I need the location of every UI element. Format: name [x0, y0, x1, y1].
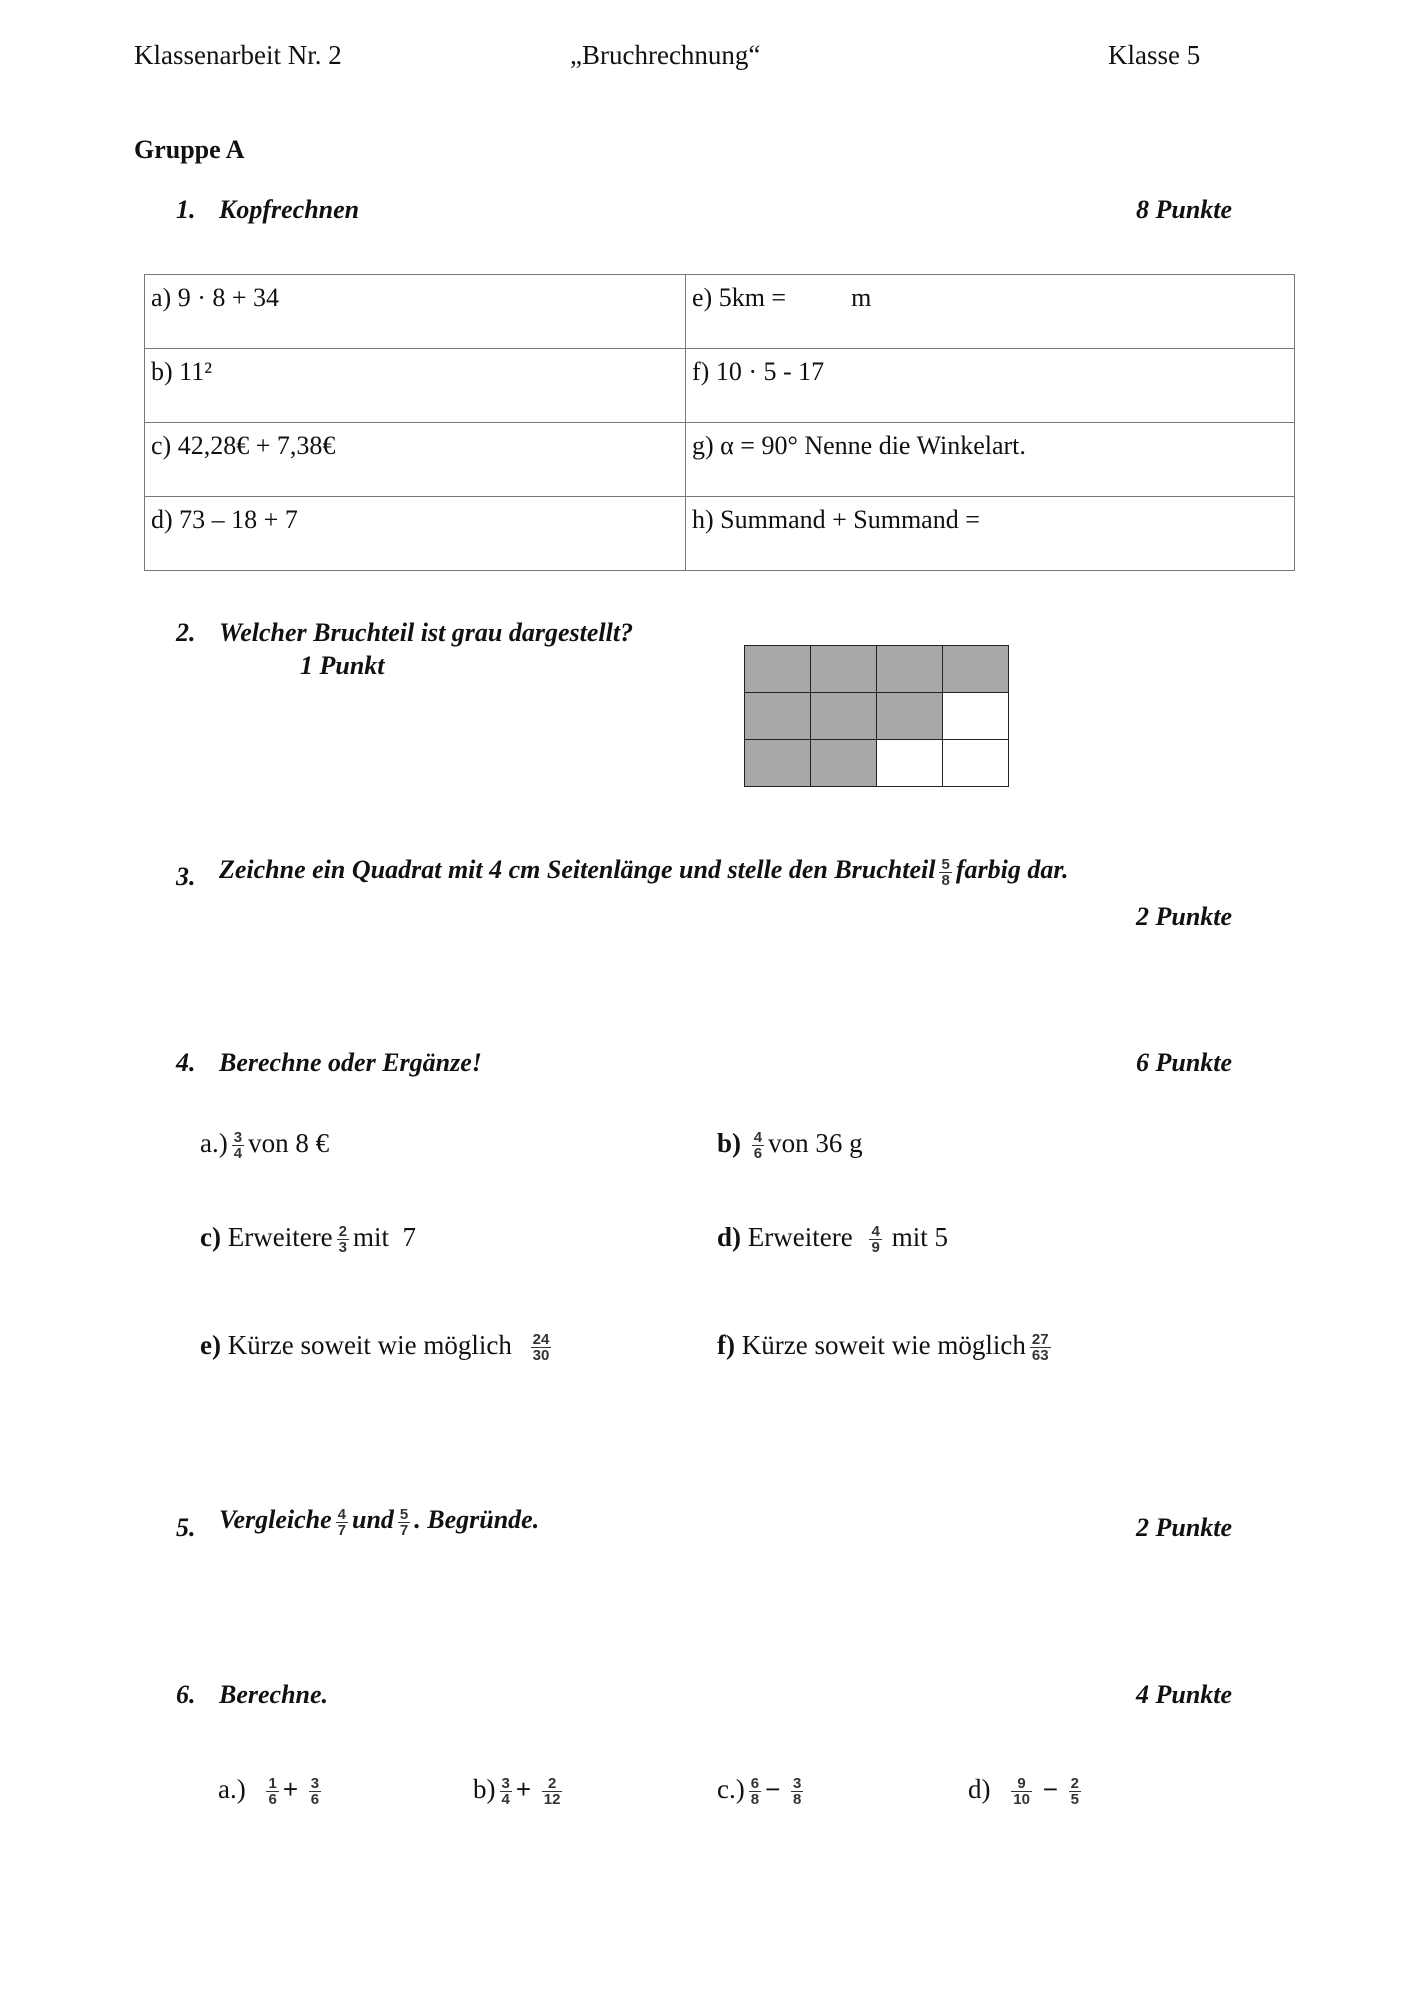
task1-title: Kopfrechnen [219, 195, 360, 224]
grid-cell-gray [943, 646, 1009, 693]
fraction: $\frac{6}{8}$ [750, 1775, 760, 1809]
item-label: b) [473, 1774, 496, 1804]
task2-number: 2. [176, 618, 196, 647]
grid-cell-white [943, 740, 1009, 787]
item-label: a.) [218, 1774, 246, 1804]
task3-title [219, 855, 1069, 888]
fraction-grid [744, 645, 1009, 787]
fraction: $\frac{5}{7}$ [399, 1505, 409, 1539]
grid-cell-gray [877, 646, 943, 693]
item-text: Erweitere [747, 1222, 853, 1252]
table-cell: a) 9 · 8 + 34 [145, 275, 686, 349]
header-right: Klasse 5 [1108, 40, 1201, 70]
kopfrechnen-table [144, 274, 1295, 571]
task6-item-d [968, 1774, 1085, 1807]
fraction: $\frac{4}{9}$ [871, 1223, 880, 1257]
table-cell: e) 5km = m [686, 275, 1295, 349]
fraction: $\frac{3}{4}$ [501, 1775, 510, 1809]
item-label: e) [200, 1330, 221, 1360]
fraction: $\frac{9}{10}$ [1013, 1775, 1030, 1809]
task6-item-b [473, 1774, 566, 1807]
table-cell: f) 10 · 5 - 17 [686, 349, 1295, 423]
item-text: Kürze soweit wie möglich [741, 1330, 1026, 1360]
table-row [145, 275, 1295, 349]
task3-text-after: farbig dar. [955, 855, 1069, 884]
task4-points: 6 Punkte [1136, 1048, 1233, 1077]
task6-item-c [717, 1774, 807, 1807]
item-text: mit 7 [353, 1222, 417, 1252]
group-label: Gruppe A [134, 135, 245, 164]
operator: + [515, 1774, 532, 1804]
task4-item-d [717, 1222, 948, 1255]
table-row [145, 497, 1295, 571]
table-row [145, 349, 1295, 423]
grid-cell-gray [877, 693, 943, 740]
header-left: Klassenarbeit Nr. 2 [134, 40, 342, 70]
grid-cell-gray [811, 693, 877, 740]
grid-cell-white [877, 740, 943, 787]
task4-item-e [200, 1330, 555, 1363]
operator: + [282, 1774, 299, 1804]
task4-number: 4. [176, 1048, 196, 1077]
grid-cell-gray [745, 693, 811, 740]
fraction: $\frac{2}{5}$ [1070, 1775, 1079, 1809]
item-label: d) [717, 1222, 742, 1252]
task2-title: Welcher Bruchteil ist grau dargestellt? [219, 618, 634, 647]
item-text: mit 5 [891, 1222, 949, 1252]
table-cell: g) α = 90° Nenne die Winkelart. [686, 423, 1295, 497]
task5-title: Vergleiche $\frac{4}{7}$ und $\frac{5}{7}$ . Begründe. [219, 1505, 540, 1539]
operator: − [1042, 1774, 1058, 1804]
grid-cell-gray [745, 740, 811, 787]
grid-cell-gray [811, 646, 877, 693]
table-cell: h) Summand + Summand = [686, 497, 1295, 571]
task4-item-f [717, 1330, 1055, 1363]
task4-title: Berechne oder Ergänze! [219, 1048, 482, 1077]
item-label: f) [717, 1330, 735, 1360]
task6-points: 4 Punkte [1136, 1680, 1233, 1709]
task3-text-before: Zeichne ein Quadrat mit 4 cm Seitenlänge und stelle den Bruchteil [219, 855, 936, 884]
item-text: von 8 € [248, 1128, 330, 1158]
item-label: c.) [717, 1774, 745, 1804]
task4-item-b [717, 1128, 863, 1161]
item-text: Erweitere [227, 1222, 333, 1252]
fraction: $\frac{24}{30}$ [532, 1331, 550, 1365]
grid-cell-gray [811, 740, 877, 787]
task4-item-c [200, 1222, 416, 1255]
task4-item-a [200, 1128, 329, 1161]
item-label: d) [968, 1774, 991, 1804]
fraction: $\frac{5}{8}$ [941, 855, 950, 889]
task3-points: 2 Punkte [1136, 902, 1233, 931]
item-label: b) [717, 1128, 742, 1158]
fraction: $\frac{2}{3}$ [338, 1223, 348, 1257]
table-row [145, 423, 1295, 497]
table-cell: b) 11² [145, 349, 686, 423]
task3-number: 3. [176, 862, 196, 891]
fraction: $\frac{3}{6}$ [310, 1775, 320, 1809]
grid-cell-gray [745, 646, 811, 693]
task6-title: Berechne. [219, 1680, 329, 1709]
fraction: $\frac{4}{7}$ [337, 1505, 346, 1539]
task6-number: 6. [176, 1680, 196, 1709]
fraction: $\frac{3}{4}$ [233, 1129, 243, 1163]
task2-points: 1 Punkt [300, 651, 385, 680]
operator: − [765, 1774, 781, 1804]
fraction: $\frac{1}{6}$ [268, 1775, 277, 1809]
task6-item-a [218, 1774, 325, 1807]
fraction: $\frac{4}{6}$ [753, 1129, 763, 1163]
item-label: a.) [200, 1128, 228, 1158]
fraction: $\frac{27}{63}$ [1031, 1331, 1049, 1365]
item-text: von 36 g [768, 1128, 863, 1158]
grid-cell-white [943, 693, 1009, 740]
task1-points: 8 Punkte [1136, 195, 1233, 224]
table-cell: c) 42,28€ + 7,38€ [145, 423, 686, 497]
task5-number: 5. [176, 1513, 196, 1542]
task1-number: 1. [176, 195, 196, 224]
table-cell: d) 73 – 18 + 7 [145, 497, 686, 571]
task5-points: 2 Punkte [1136, 1513, 1233, 1542]
header-center: „Bruchrechnung“ [570, 40, 761, 70]
item-text: Kürze soweit wie möglich [227, 1330, 512, 1360]
item-label: c) [200, 1222, 221, 1252]
fraction: $\frac{3}{8}$ [793, 1775, 802, 1809]
fraction: $\frac{2}{12}$ [543, 1775, 561, 1809]
